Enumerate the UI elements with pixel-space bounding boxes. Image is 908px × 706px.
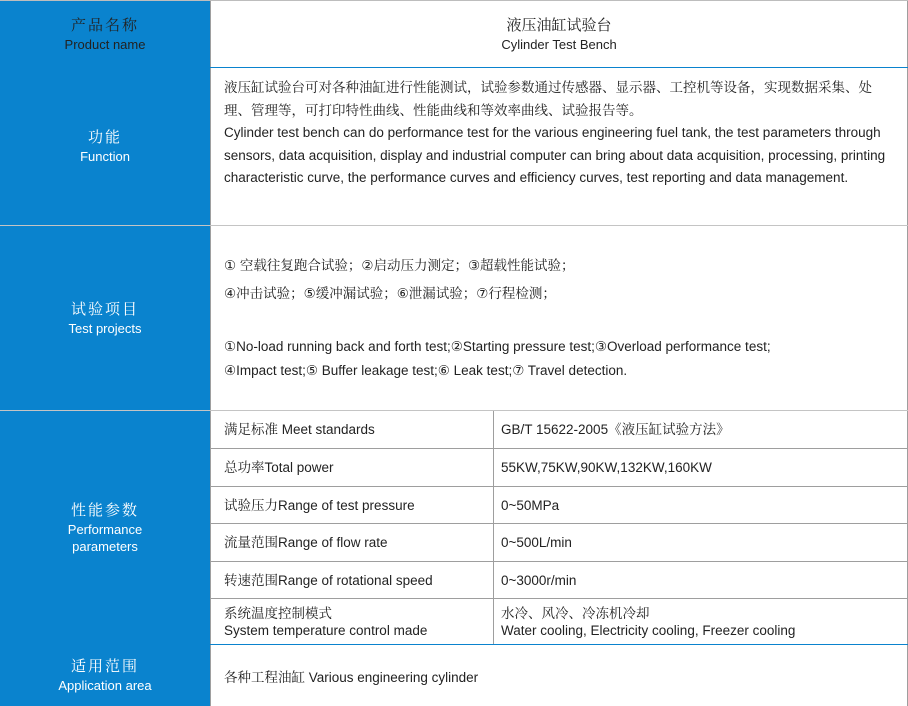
test-line-1-en: ①No-load running back and forth test;②Starting pressure test;③Overload performance test; bbox=[224, 339, 771, 354]
param-value-zh: 水冷、风冷、冷冻机冷却 bbox=[501, 605, 650, 621]
param-key bbox=[211, 599, 494, 644]
label-zh: 性能参数 bbox=[70, 501, 139, 519]
label-en: Product name bbox=[64, 36, 146, 52]
row-product-name bbox=[0, 1, 908, 67]
function-text-zh: 液压缸试验台可对各种油缸进行性能测试，试验参数通过传感器、显示器、工控机等设备，实现数据采集、处理、管理等，可打印特性曲线、性能曲线和等效率曲线、试验报告等。 bbox=[224, 80, 872, 118]
label-zh: 功能 bbox=[87, 129, 122, 146]
label-performance bbox=[0, 411, 210, 644]
param-value-en: Water cooling, Electricity cooling, Freezer cooling bbox=[501, 622, 796, 638]
label-product-name bbox=[0, 1, 210, 67]
test-projects-cell bbox=[210, 226, 908, 410]
param-value: 0~3000r/min bbox=[501, 572, 577, 588]
table-row bbox=[211, 599, 907, 644]
test-line-2-zh: ④冲击试验；⑤缓冲漏试验；⑥泄漏试验；⑦行程检测； bbox=[224, 286, 556, 301]
application-text: 各种工程油缸 Various engineering cylinder bbox=[224, 669, 479, 685]
param-key: 满足标准 Meet standards bbox=[211, 411, 494, 448]
function-cell bbox=[210, 68, 908, 225]
label-en: Function bbox=[80, 149, 130, 164]
test-line-2-en: ④Impact test;⑤ Buffer leakage test;⑥ Leak test;⑦ Travel detection. bbox=[224, 363, 628, 378]
product-name-zh: 液压油缸试验台 bbox=[506, 16, 612, 34]
param-key: 总功率Total power bbox=[211, 449, 494, 486]
label-function bbox=[0, 68, 210, 225]
param-value: 0~50MPa bbox=[501, 497, 560, 513]
label-test-projects bbox=[0, 226, 210, 410]
param-key: 转速范围Range of rotational speed bbox=[211, 562, 494, 598]
test-line-1-zh: ① 空载往复跑合试验；②启动压力测定；③超载性能试验； bbox=[224, 258, 575, 273]
function-text-en: Cylinder test bench can do performance test for the various engineering fuel tank, the test parameters through sensors, data acquisition, display and industrial computer can bring about data acquisition, processing, printing characteristic curve, the performance curves and efficiency curves, test reporting and data management. bbox=[224, 125, 886, 185]
label-application bbox=[0, 645, 210, 706]
param-value: 0~500L/min bbox=[501, 535, 572, 550]
row-application bbox=[0, 645, 908, 706]
param-key-zh: 系统温度控制模式 bbox=[224, 605, 332, 621]
label-en: Performance parameters bbox=[67, 521, 143, 554]
application-cell bbox=[210, 645, 908, 706]
table-row bbox=[211, 449, 907, 487]
product-name-cell bbox=[210, 1, 908, 67]
param-value: 55KW,75KW,90KW,132KW,160KW bbox=[501, 460, 712, 475]
label-en: Application area bbox=[58, 678, 152, 693]
row-test-projects bbox=[0, 226, 908, 410]
table-row bbox=[211, 562, 907, 599]
row-performance bbox=[0, 411, 908, 644]
param-key: 试验压力Range of test pressure bbox=[211, 487, 494, 523]
product-name-en: Cylinder Test Bench bbox=[501, 36, 617, 52]
param-value: GB/T 15622-2005《液压缸试验方法》 bbox=[501, 422, 730, 437]
param-key: 流量范围Range of flow rate bbox=[211, 524, 494, 561]
label-zh: 产品名称 bbox=[70, 16, 139, 34]
param-value bbox=[494, 599, 907, 644]
label-zh: 试验项目 bbox=[70, 300, 139, 318]
table-row bbox=[211, 487, 907, 524]
label-zh: 适用范围 bbox=[70, 658, 139, 675]
row-function bbox=[0, 68, 908, 225]
param-key-en: System temperature control made bbox=[224, 622, 428, 638]
label-en: Test projects bbox=[68, 320, 142, 336]
table-row bbox=[211, 411, 907, 449]
performance-table bbox=[210, 411, 908, 644]
table-row bbox=[211, 524, 907, 562]
